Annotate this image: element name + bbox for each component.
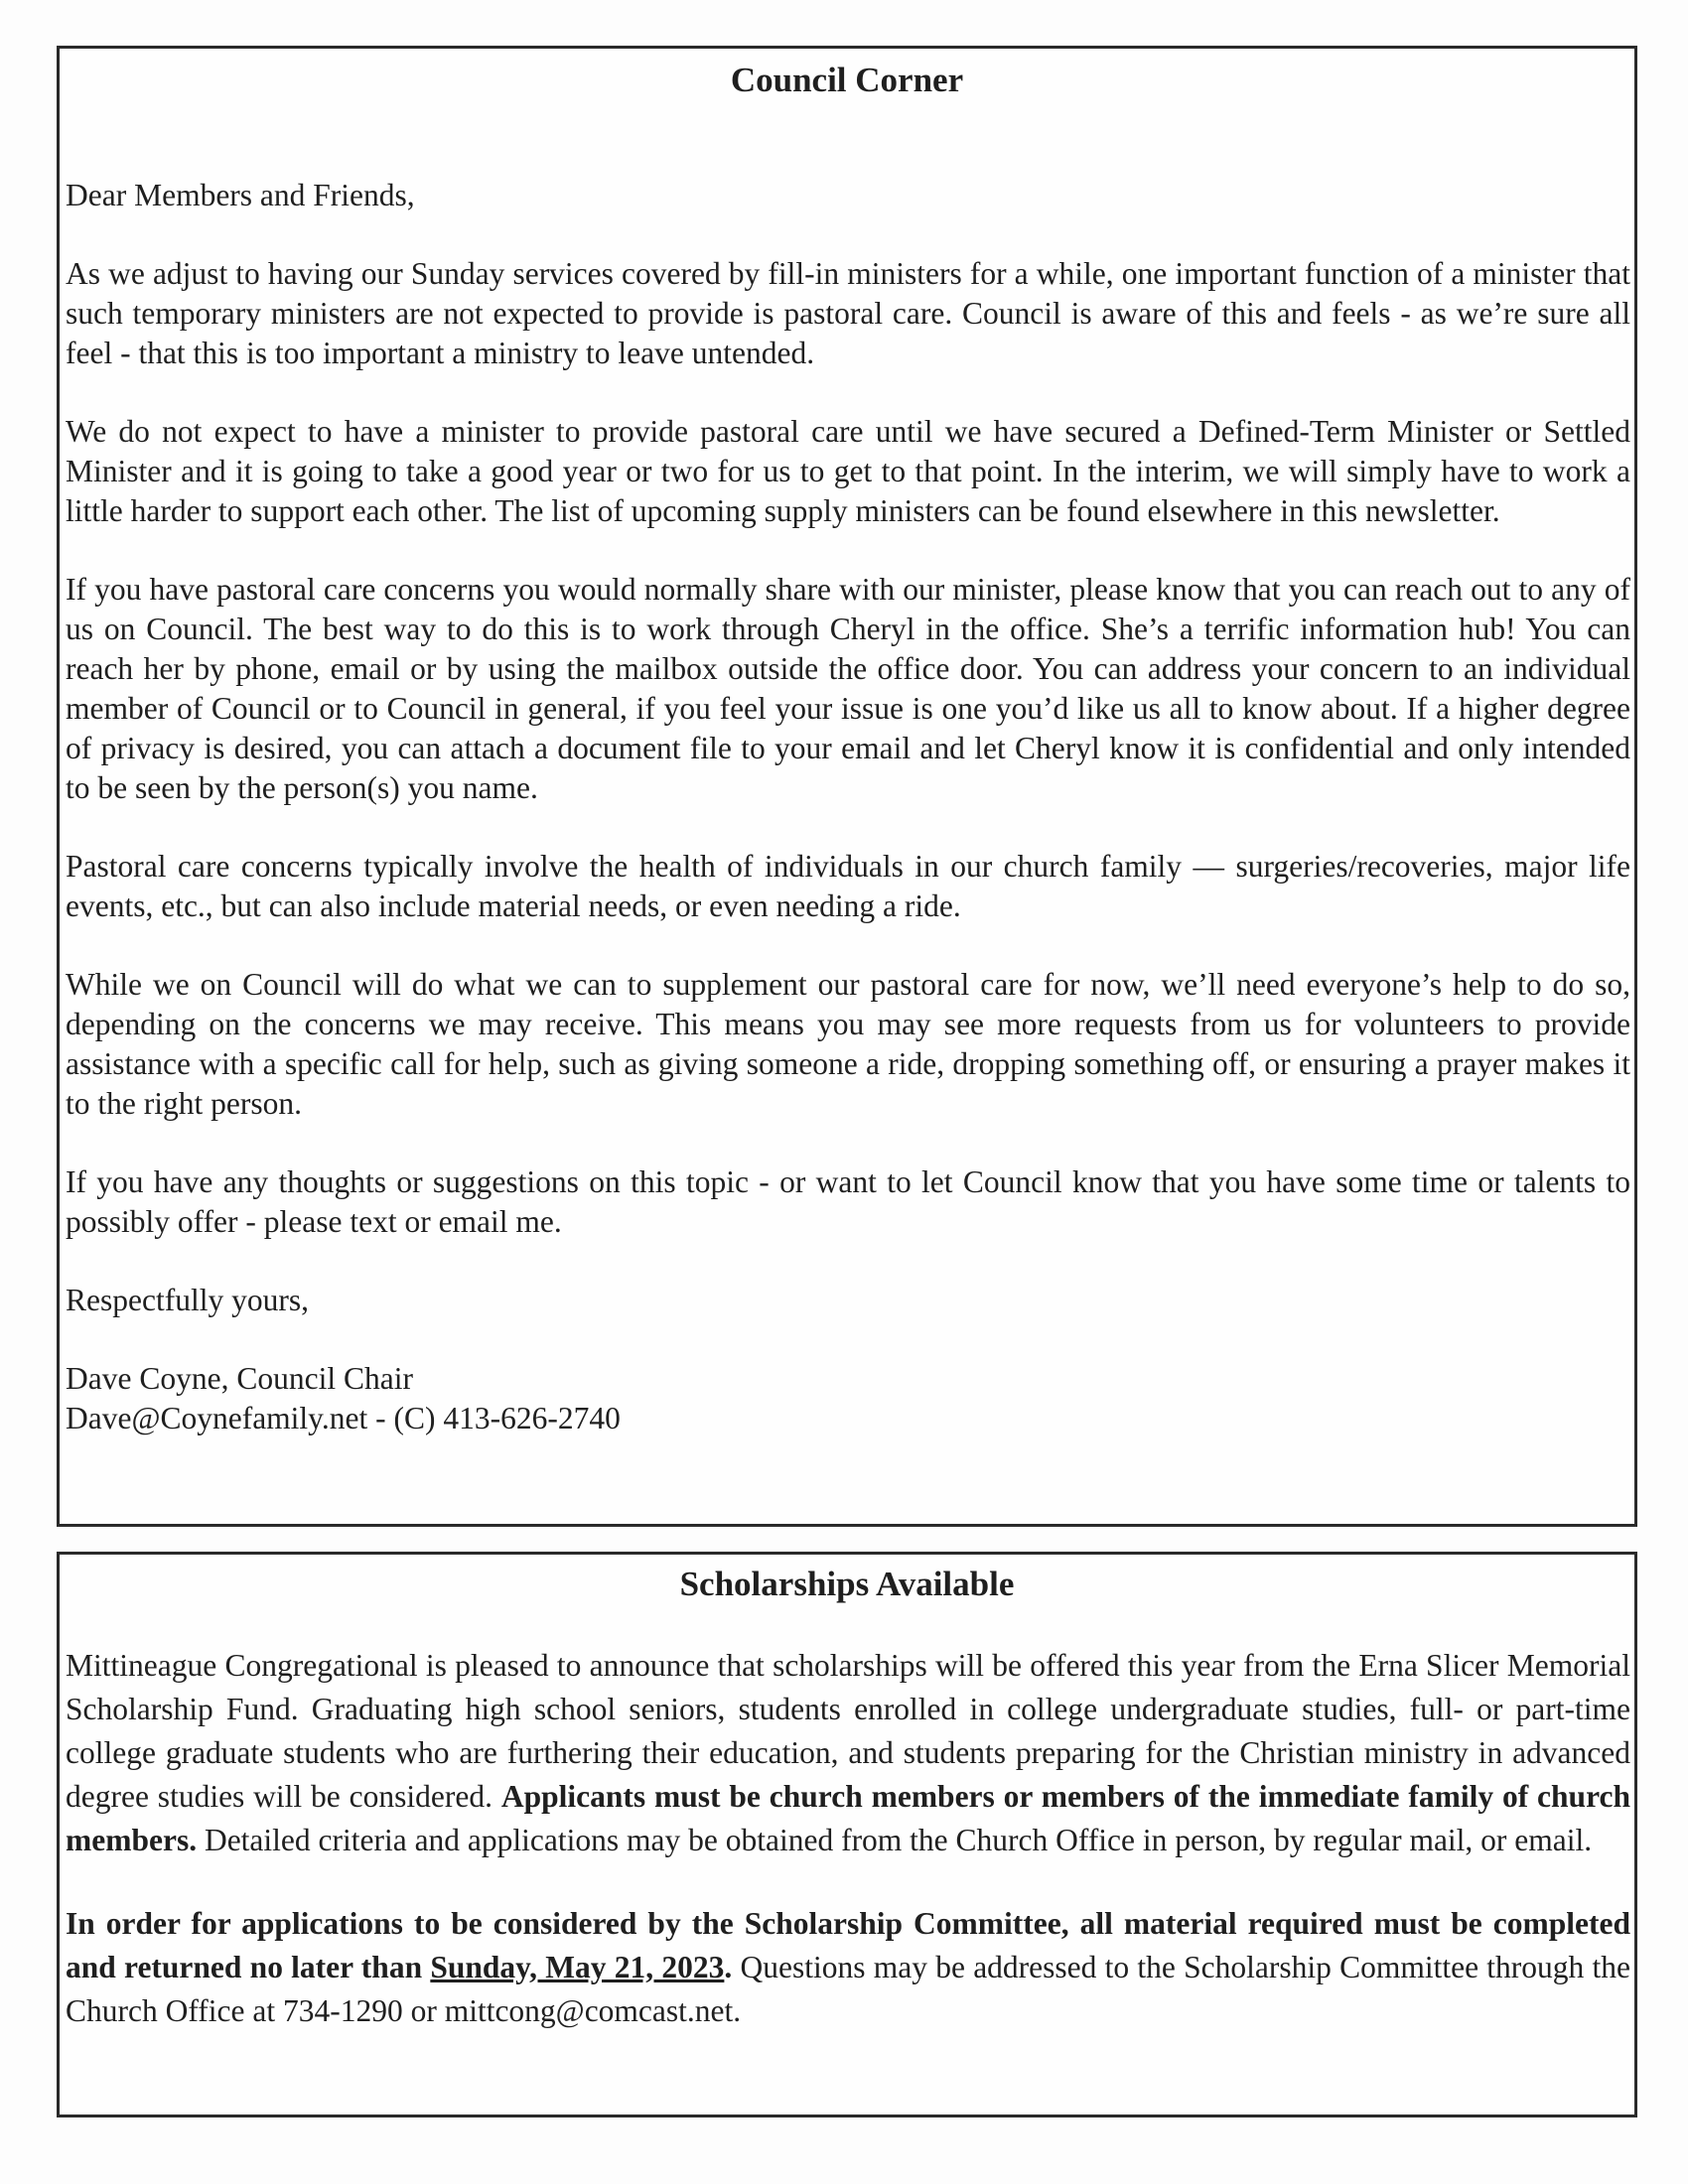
council-corner-body (60, 176, 1634, 1438)
deadline-date: Sunday, May 21, 2023 (430, 1950, 725, 1984)
scholarship-paragraph-2 (66, 1902, 1630, 2033)
signature-contact: Dave@Coynefamily.net - (C) 413-626-2740 (66, 1401, 621, 1435)
paragraph: If you have pastoral care concerns you would normally share with our minister, please know that you can reach out to any of us on Council. The best way to do this is to work through Cheryl in the office. She’s a terrific information hub! You can reach her by phone, email or by using the mailbox outside the office door. You can address your concern to an individual member of Council or to Council in general, if you feel your issue is one you’d like us all to know about. If a higher degree of privacy is desired, you can attach a document file to your email and let Cheryl know it is confidential and only intended to be seen by the person(s) you name. (66, 572, 1630, 805)
paragraph: Pastoral care concerns typically involve the health of individuals in our church family — surgeries/recoveries, major life events, etc., but can also include material needs, or even needing a ride. (66, 849, 1630, 923)
deadline-period: . (724, 1950, 733, 1984)
paragraph: We do not expect to have a minister to provide pastoral care until we have secured a Defined-Term Minister or Settled Minister and it is going to take a good year or two for us to get to that point. In the interim, we will simply have to work a little harder to support each other. The list of upcoming supply ministers can be found elsewhere in this newsletter. (66, 414, 1630, 528)
paragraph: While we on Council will do what we can to supplement our pastoral care for now, we’ll need everyone’s help to do so, depending on the concerns we may receive. This means you may see more requests from us for volunteers to provide assistance with a specific call for help, such as giving someone a ride, dropping something off, or ensuring a prayer makes it to the right person. (66, 967, 1630, 1121)
scholarships-section (57, 1552, 1637, 2117)
closing: Respectfully yours, (66, 1283, 309, 1317)
council-corner-section (57, 46, 1637, 1527)
eligibility-note: Applicants must be church members or members of the immediate family of church members. (66, 1779, 1630, 1857)
scholarships-title: Scholarships Available (679, 1565, 1015, 1603)
council-corner-title: Council Corner (730, 61, 964, 99)
scholarship-intro-text: Mittineague Congregational is pleased to announce that scholarships will be offered this year from the Erna Slicer Memorial Scholarship Fund. Graduating high school seniors, students enrolled in college undergraduate studies, full- or part-time college graduate students who are furthering their education, and students preparing for the Christian ministry in advanced degree studies will be considered. (66, 1648, 1630, 1814)
signature-name: Dave Coyne, Council Chair (66, 1361, 413, 1396)
paragraph: As we adjust to having our Sunday services covered by fill-in ministers for a while, one important function of a minister that such temporary ministers are not expected to provide is pastoral care. Council is aware of this and feels - as we’re sure all feel - that this is too important a ministry to leave untended. (66, 256, 1630, 370)
scholarships-body (60, 1644, 1634, 2033)
deadline-note: In order for applications to be considered by the Scholarship Committee, all material required must be completed and returned no later than (66, 1906, 1630, 1984)
contact-text: Questions may be addressed to the Scholarship Committee through the Church Office at 734-1290 or mittcong@comcast.net. (66, 1950, 1631, 2028)
scholarship-paragraph-1 (66, 1644, 1630, 1862)
paragraph: If you have any thoughts or suggestions on this topic - or want to let Council know that you have some time or talents to possibly offer - please text or email me. (66, 1164, 1630, 1239)
criteria-text: Detailed criteria and applications may be obtained from the Church Office in person, by regular mail, or email. (204, 1823, 1593, 1857)
signature-block (66, 1359, 1630, 1438)
salutation: Dear Members and Friends, (66, 178, 415, 212)
